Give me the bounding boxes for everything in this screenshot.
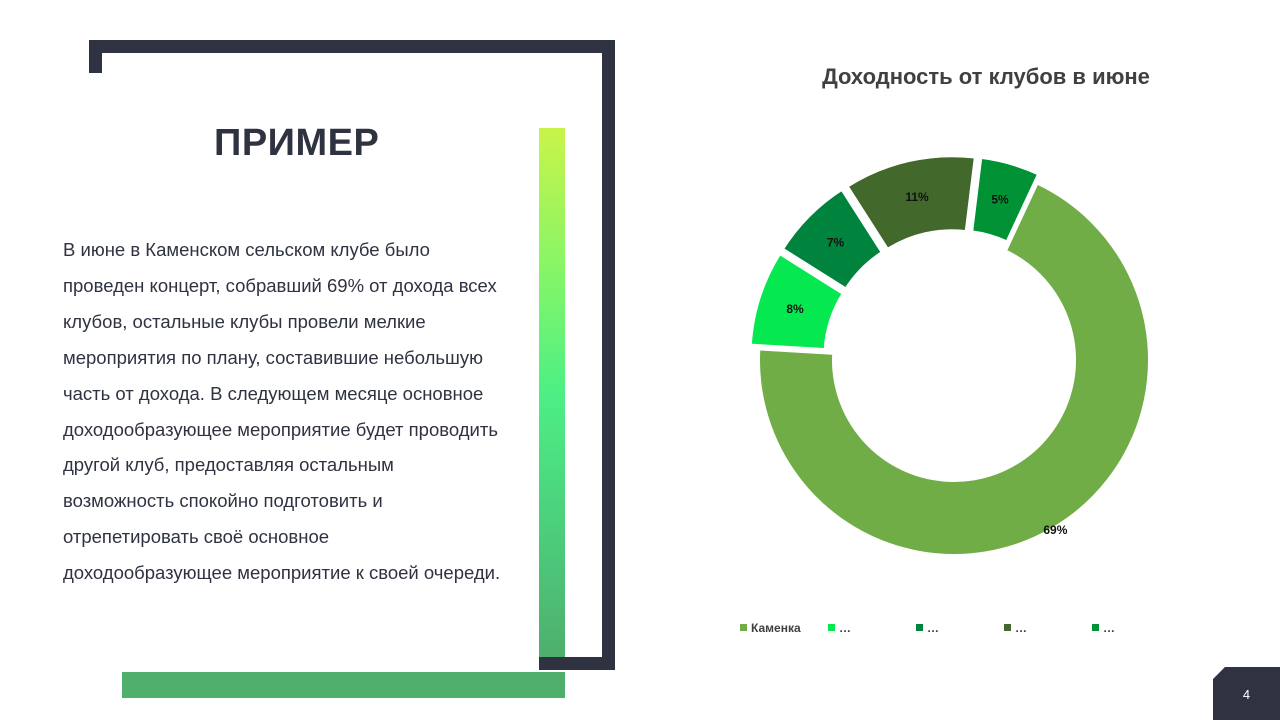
legend-item — [740, 621, 801, 635]
legend-swatch — [1004, 624, 1011, 631]
frame-right-border — [602, 40, 615, 670]
legend-label: … — [839, 621, 851, 635]
legend-swatch — [740, 624, 747, 631]
legend-swatch — [828, 624, 835, 631]
legend-item — [828, 621, 851, 635]
slice-data-label: 7% — [826, 235, 845, 250]
frame-bottom-border — [539, 657, 615, 670]
legend-item — [1004, 621, 1027, 635]
slice-data-label: 69% — [1043, 523, 1068, 538]
legend-label: … — [927, 621, 939, 635]
legend-swatch — [1092, 624, 1099, 631]
chart-title: Доходность от клубов в июне — [822, 64, 1150, 89]
slice-data-label: 8% — [786, 301, 804, 316]
slide-title: ПРИМЕР — [214, 122, 380, 164]
chart-legend — [740, 621, 1180, 637]
green-accent-bar — [122, 672, 565, 698]
body-paragraph: В июне в Каменском сельском клубе было проведен концерт, собравший 69% от дохода всех клубов, остальные клубы провели мелкие мероприятия по плану, составившие небольшую часть от дохода. В следующем месяце основное доходообразующее мероприятие будет проводить другой клуб, предоставляя остальным возможность спокойно подготовить и отрепетировать своё основное доходообразующее мероприятие к своей очереди. — [63, 239, 501, 584]
slice-data-label: 11% — [905, 190, 929, 205]
legend-label: … — [1103, 621, 1115, 635]
donut-chart — [740, 150, 1180, 570]
page-number: 4 — [1242, 687, 1251, 702]
legend-label: Каменка — [751, 621, 801, 635]
legend-item — [916, 621, 939, 635]
legend-item — [1092, 621, 1115, 635]
legend-swatch — [916, 624, 923, 631]
legend-label: … — [1015, 621, 1027, 635]
frame-top-border — [89, 40, 615, 53]
slice-data-label: 5% — [991, 192, 1009, 207]
frame-left-stub — [89, 40, 102, 73]
gradient-accent-bar — [539, 128, 565, 657]
